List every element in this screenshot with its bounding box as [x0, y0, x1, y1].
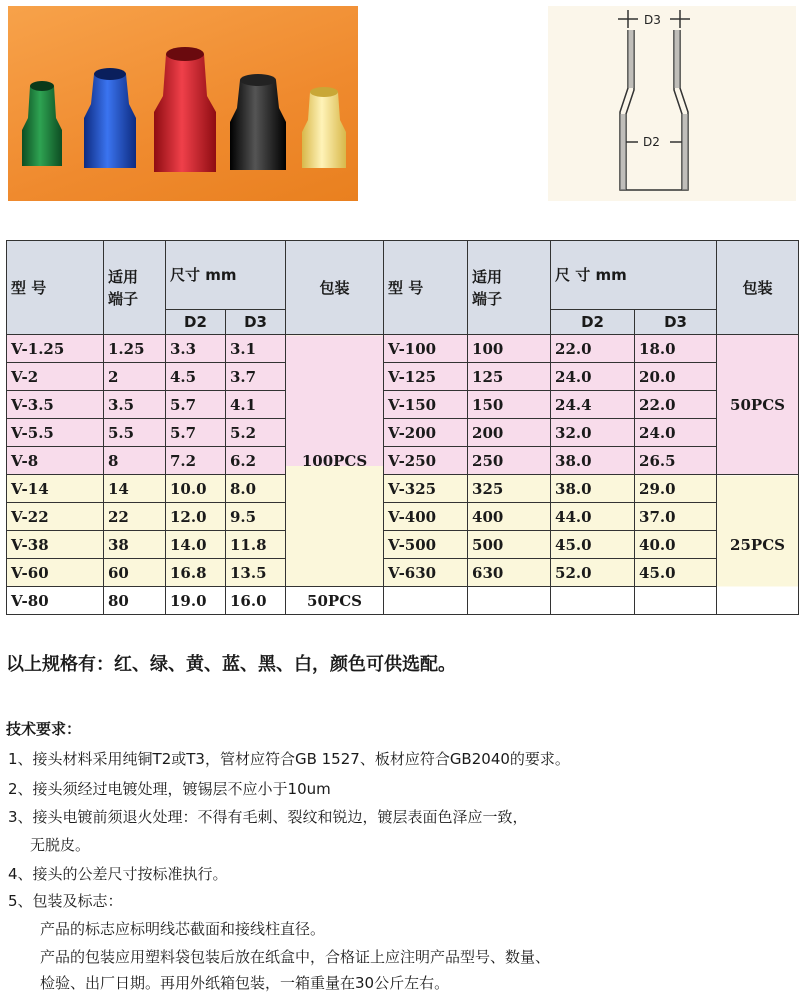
left-terminal-cell: 38 — [104, 531, 166, 559]
right-d3-cell: 45.0 — [635, 559, 717, 587]
left-d2-cell: 4.5 — [166, 363, 226, 391]
left-terminal-cell: 2 — [104, 363, 166, 391]
right-model-cell: V-500 — [384, 531, 468, 559]
left-model-header: 型 号 — [7, 241, 104, 335]
blue-sleeve — [84, 68, 136, 168]
left-d2-header: D2 — [166, 310, 226, 335]
yellow-sleeve — [302, 87, 346, 168]
right-terminal-cell: 400 — [468, 503, 551, 531]
right-d2-cell: 24.0 — [551, 363, 635, 391]
requirement-3-continued: 无脱皮。 — [30, 836, 91, 854]
right-model-cell: V-400 — [384, 503, 468, 531]
right-package-header: 包装 — [717, 241, 799, 335]
tech-requirements-title: 技术要求： — [6, 720, 82, 738]
requirement-5: 5、包装及标志： — [8, 892, 123, 910]
left-d3-cell: 3.1 — [226, 335, 286, 363]
right-terminal-cell: 100 — [468, 335, 551, 363]
left-terminal-cell: 3.5 — [104, 391, 166, 419]
table-row — [7, 503, 799, 531]
right-package-25pcs: 25PCS — [717, 475, 799, 615]
requirement-3: 3、接头电镀前须退火处理：不得有毛刺、裂纹和锐边，镀层表面色泽应一致， — [8, 808, 528, 826]
left-model-cell: V-60 — [7, 559, 104, 587]
right-d2-cell: 45.0 — [551, 531, 635, 559]
left-d3-cell: 16.0 — [226, 587, 286, 615]
requirement-5-line-3: 检验、出厂日期。再用外纸箱包装，一箱重量在30公斤左右。 — [40, 974, 450, 992]
right-d2-cell: 38.0 — [551, 475, 635, 503]
right-d3-cell: 20.0 — [635, 363, 717, 391]
right-model-cell: V-325 — [384, 475, 468, 503]
red-sleeve — [154, 47, 216, 172]
requirement-1: 1、接头材料采用纯铜T2或T3，管材应符合GB 1527、板材应符合GB2040的要求。 — [8, 750, 570, 768]
right-terminal-header: 适用 端子 — [468, 241, 551, 335]
left-d2-cell: 12.0 — [166, 503, 226, 531]
left-d3-cell: 8.0 — [226, 475, 286, 503]
left-model-cell: V-3.5 — [7, 391, 104, 419]
right-d3-cell: 37.0 — [635, 503, 717, 531]
sleeve-cross-section — [548, 6, 796, 201]
requirement-2: 2、接头须经过电镀处理，镀锡层不应小于10um — [8, 780, 331, 798]
right-d3-cell: 26.5 — [635, 447, 717, 475]
table-row — [7, 391, 799, 419]
right-terminal-cell: 150 — [468, 391, 551, 419]
table-row — [7, 363, 799, 391]
right-d2-cell: 44.0 — [551, 503, 635, 531]
left-terminal-cell: 5.5 — [104, 419, 166, 447]
right-d3-cell: 40.0 — [635, 531, 717, 559]
left-d2-cell: 5.7 — [166, 391, 226, 419]
left-d2-cell: 16.8 — [166, 559, 226, 587]
right-model-cell: V-630 — [384, 559, 468, 587]
right-terminal-cell — [468, 587, 551, 615]
left-model-cell: V-14 — [7, 475, 104, 503]
left-package-header: 包装 — [286, 241, 384, 335]
left-model-cell: V-80 — [7, 587, 104, 615]
right-model-cell: V-200 — [384, 419, 468, 447]
left-terminal-cell: 80 — [104, 587, 166, 615]
left-package-50pcs: 50PCS — [286, 587, 384, 615]
right-size-header: 尺 寸 mm — [551, 241, 717, 310]
dimension-diagram — [548, 6, 796, 201]
left-d2-cell: 19.0 — [166, 587, 226, 615]
requirement-4: 4、接头的公差尺寸按标准执行。 — [8, 865, 228, 883]
left-terminal-header: 适用 端子 — [104, 241, 166, 335]
black-sleeve — [230, 74, 286, 170]
right-package-50pcs: 50PCS — [717, 335, 799, 475]
left-terminal-cell: 60 — [104, 559, 166, 587]
right-d2-cell: 38.0 — [551, 447, 635, 475]
right-d2-cell: 32.0 — [551, 419, 635, 447]
left-d3-cell: 11.8 — [226, 531, 286, 559]
right-d2-cell: 22.0 — [551, 335, 635, 363]
right-d2-cell: 52.0 — [551, 559, 635, 587]
left-model-cell: V-38 — [7, 531, 104, 559]
right-model-cell: V-125 — [384, 363, 468, 391]
left-terminal-cell: 14 — [104, 475, 166, 503]
left-d2-cell: 14.0 — [166, 531, 226, 559]
d3-label: D3 — [644, 13, 661, 27]
spec-table — [6, 240, 799, 615]
sleeves-illustration — [8, 6, 358, 201]
right-d3-cell: 24.0 — [635, 419, 717, 447]
left-model-cell: V-2 — [7, 363, 104, 391]
left-d3-cell: 5.2 — [226, 419, 286, 447]
table-row — [7, 531, 799, 559]
left-d2-cell: 3.3 — [166, 335, 226, 363]
right-d3-cell: 18.0 — [635, 335, 717, 363]
left-d3-header: D3 — [226, 310, 286, 335]
left-d3-cell: 4.1 — [226, 391, 286, 419]
right-d3-cell: 29.0 — [635, 475, 717, 503]
d2-label: D2 — [643, 135, 660, 149]
right-d2-header: D2 — [551, 310, 635, 335]
table-row — [7, 447, 799, 475]
left-d2-cell: 5.7 — [166, 419, 226, 447]
left-terminal-cell: 8 — [104, 447, 166, 475]
left-model-cell: V-5.5 — [7, 419, 104, 447]
right-terminal-cell: 125 — [468, 363, 551, 391]
product-photo — [8, 6, 358, 201]
right-model-cell — [384, 587, 468, 615]
left-d3-cell: 3.7 — [226, 363, 286, 391]
right-terminal-cell: 200 — [468, 419, 551, 447]
green-sleeve — [22, 81, 62, 166]
left-size-header: 尺寸 mm — [166, 241, 286, 310]
right-model-cell: V-100 — [384, 335, 468, 363]
colors-note: 以上规格有：红、绿、黄、蓝、黑、白，颜色可供选配。 — [6, 654, 456, 675]
table-row — [7, 587, 799, 615]
table-row — [7, 419, 799, 447]
spec-table-body — [7, 335, 799, 615]
left-d3-cell: 6.2 — [226, 447, 286, 475]
requirement-5-line-1: 产品的标志应标明线芯截面和接线柱直径。 — [40, 920, 326, 938]
right-model-header: 型 号 — [384, 241, 468, 335]
left-d3-cell: 13.5 — [226, 559, 286, 587]
right-d3-header: D3 — [635, 310, 717, 335]
right-d2-cell: 24.4 — [551, 391, 635, 419]
right-terminal-cell: 250 — [468, 447, 551, 475]
right-model-cell: V-150 — [384, 391, 468, 419]
right-terminal-cell: 325 — [468, 475, 551, 503]
left-terminal-cell: 22 — [104, 503, 166, 531]
left-d3-cell: 9.5 — [226, 503, 286, 531]
left-d2-cell: 10.0 — [166, 475, 226, 503]
left-model-cell: V-22 — [7, 503, 104, 531]
table-row — [7, 335, 799, 363]
right-model-cell: V-250 — [384, 447, 468, 475]
left-package-100pcs: 100PCS — [286, 335, 384, 587]
right-d2-cell — [551, 587, 635, 615]
table-row — [7, 559, 799, 587]
right-d3-cell: 22.0 — [635, 391, 717, 419]
right-d3-cell — [635, 587, 717, 615]
left-model-cell: V-8 — [7, 447, 104, 475]
table-row — [7, 475, 799, 503]
right-terminal-cell: 630 — [468, 559, 551, 587]
left-model-cell: V-1.25 — [7, 335, 104, 363]
left-terminal-cell: 1.25 — [104, 335, 166, 363]
left-d2-cell: 7.2 — [166, 447, 226, 475]
requirement-5-line-2: 产品的包装应用塑料袋包装后放在纸盒中，合格证上应注明产品型号、数量、 — [40, 948, 551, 966]
right-terminal-cell: 500 — [468, 531, 551, 559]
